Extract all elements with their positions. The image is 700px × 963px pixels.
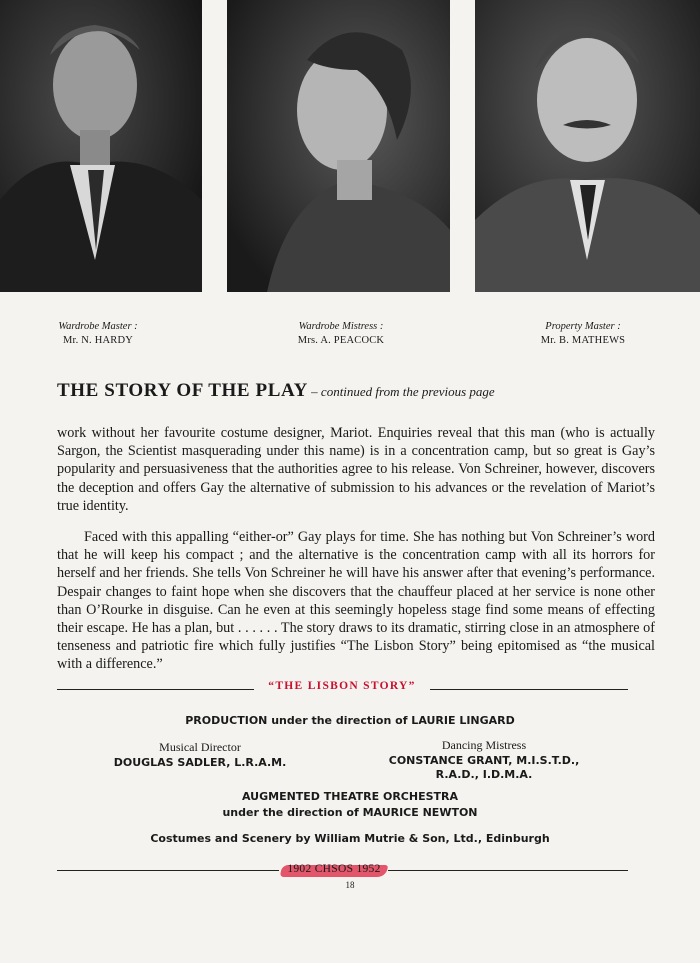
costumes-credit: Costumes and Scenery by William Mutrie & Son, Ltd., Edinburgh <box>150 832 550 845</box>
story-paragraph: Faced with this appalling “either-or” Gay plays for time. She has nothing but Von Schreiner’s word that he will keep his compact ; and the alternative is the concentration camp with all its horrors for herself and her friends. She tells Von Schreiner he will have his answer after that evening’s performance. Despair changes to faint hope when she discovers that the chauffeur placed at her service is none other than O’Rourke in disguise. Can he even at this seemingly hopeless stage find some means of effecting their escape. He has a plan, but . . . . . . The story draws to its dramatic, stirring close in an atmosphere of tenseness and patriotic fire which fully justifies “The Lisbon Story” being epitomised as “the musical with a difference.” <box>57 529 655 673</box>
dancing-mistress-name-line2: R.A.D., I.D.M.A. <box>435 768 533 781</box>
footer-divider-left <box>57 870 279 871</box>
footer-divider-right <box>388 870 628 871</box>
musical-director-role: Musical Director <box>159 740 241 754</box>
portrait-image <box>227 0 450 292</box>
caption-mathews <box>473 320 693 348</box>
dancing-mistress-role: Dancing Mistress <box>441 738 527 752</box>
caption-role: Wardrobe Mistress : <box>298 321 384 332</box>
page-number: 18 <box>345 880 355 890</box>
caption-role: Property Master : <box>545 321 621 332</box>
portrait-photo-peacock <box>227 0 450 292</box>
society-stamp <box>281 862 387 880</box>
caption-hardy <box>0 320 208 348</box>
portrait-image <box>0 0 202 292</box>
stamp-text: 1902 CHSOS 1952 <box>287 863 381 875</box>
story-paragraph: work without her favourite costume designer, Mariot. Enquiries reveal that this man (who is actually Sargon, the Scientist masquerading under this name) is in a concentration camp, but so great is Gay’s popularity and persuasiveness that the authorities agree to his release. Von Schreiner, however, discovers the deception and offers Gay the alternative of submission to his advances or the revelation of Mariot’s true identity. <box>57 425 655 514</box>
story-body <box>57 424 655 687</box>
dancing-mistress-name-line1: CONSTANCE GRANT, M.I.S.T.D., <box>388 754 580 767</box>
heading-title: THE STORY OF THE PLAY <box>57 380 308 401</box>
orchestra-credit-line1: AUGMENTED THEATRE ORCHESTRA <box>241 790 458 803</box>
caption-role: Wardrobe Master : <box>58 321 138 332</box>
portrait-image <box>475 0 700 292</box>
divider-right <box>430 689 628 690</box>
divider-left <box>57 689 254 690</box>
show-title: “THE LISBON STORY” <box>268 680 416 692</box>
heading-subtitle: – continued from the previous page <box>307 384 495 399</box>
caption-peacock <box>231 320 451 348</box>
musical-director-name: DOUGLAS SADLER, L.R.A.M. <box>113 756 287 769</box>
caption-name: Mr. N. HARDY <box>62 335 134 346</box>
portrait-photo-mathews <box>475 0 700 292</box>
caption-name: Mrs. A. PEACOCK <box>297 335 385 346</box>
production-credit: PRODUCTION under the direction of LAURIE LINGARD <box>185 714 515 727</box>
portrait-photo-hardy <box>0 0 202 292</box>
orchestra-credit-line2: under the direction of MAURICE NEWTON <box>222 806 478 819</box>
section-heading <box>57 380 657 402</box>
caption-name: Mr. B. MATHEWS <box>540 335 626 346</box>
